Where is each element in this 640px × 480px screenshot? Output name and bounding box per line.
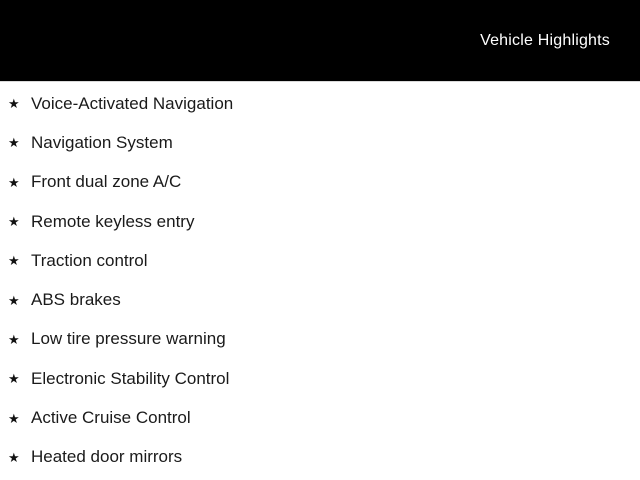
star-icon: ★ [8, 331, 20, 347]
star-icon: ★ [8, 371, 20, 387]
list-item [0, 320, 640, 359]
page-title: Vehicle Highlights [480, 31, 610, 49]
star-icon: ★ [8, 253, 20, 269]
star-icon: ★ [8, 174, 20, 190]
list-item-label: Electronic Stability Control [31, 368, 230, 388]
star-icon: ★ [8, 96, 20, 112]
star-icon: ★ [8, 135, 20, 151]
list-item [0, 241, 640, 280]
header-bar [0, 0, 640, 82]
list-item-label: Traction control [31, 250, 148, 270]
star-icon: ★ [8, 214, 20, 230]
list-item [0, 280, 640, 319]
list-item [0, 163, 640, 202]
list-item [0, 359, 640, 398]
star-icon: ★ [8, 292, 20, 308]
list-item-label: Heated door mirrors [31, 447, 183, 467]
list-item-label: Voice-Activated Navigation [31, 93, 234, 113]
list-item-label: Remote keyless entry [31, 211, 195, 231]
list-item [0, 123, 640, 162]
list-item-label: Low tire pressure warning [31, 329, 226, 349]
highlights-list [0, 82, 640, 477]
list-item-label: ABS brakes [31, 290, 121, 310]
list-item-label: Front dual zone A/C [31, 172, 182, 192]
list-item [0, 84, 640, 123]
list-item-label: Active Cruise Control [31, 408, 191, 428]
list-item [0, 398, 640, 437]
list-item-label: Navigation System [31, 132, 173, 152]
star-icon: ★ [8, 449, 20, 465]
star-icon: ★ [8, 410, 20, 426]
list-item [0, 202, 640, 241]
list-item [0, 438, 640, 477]
